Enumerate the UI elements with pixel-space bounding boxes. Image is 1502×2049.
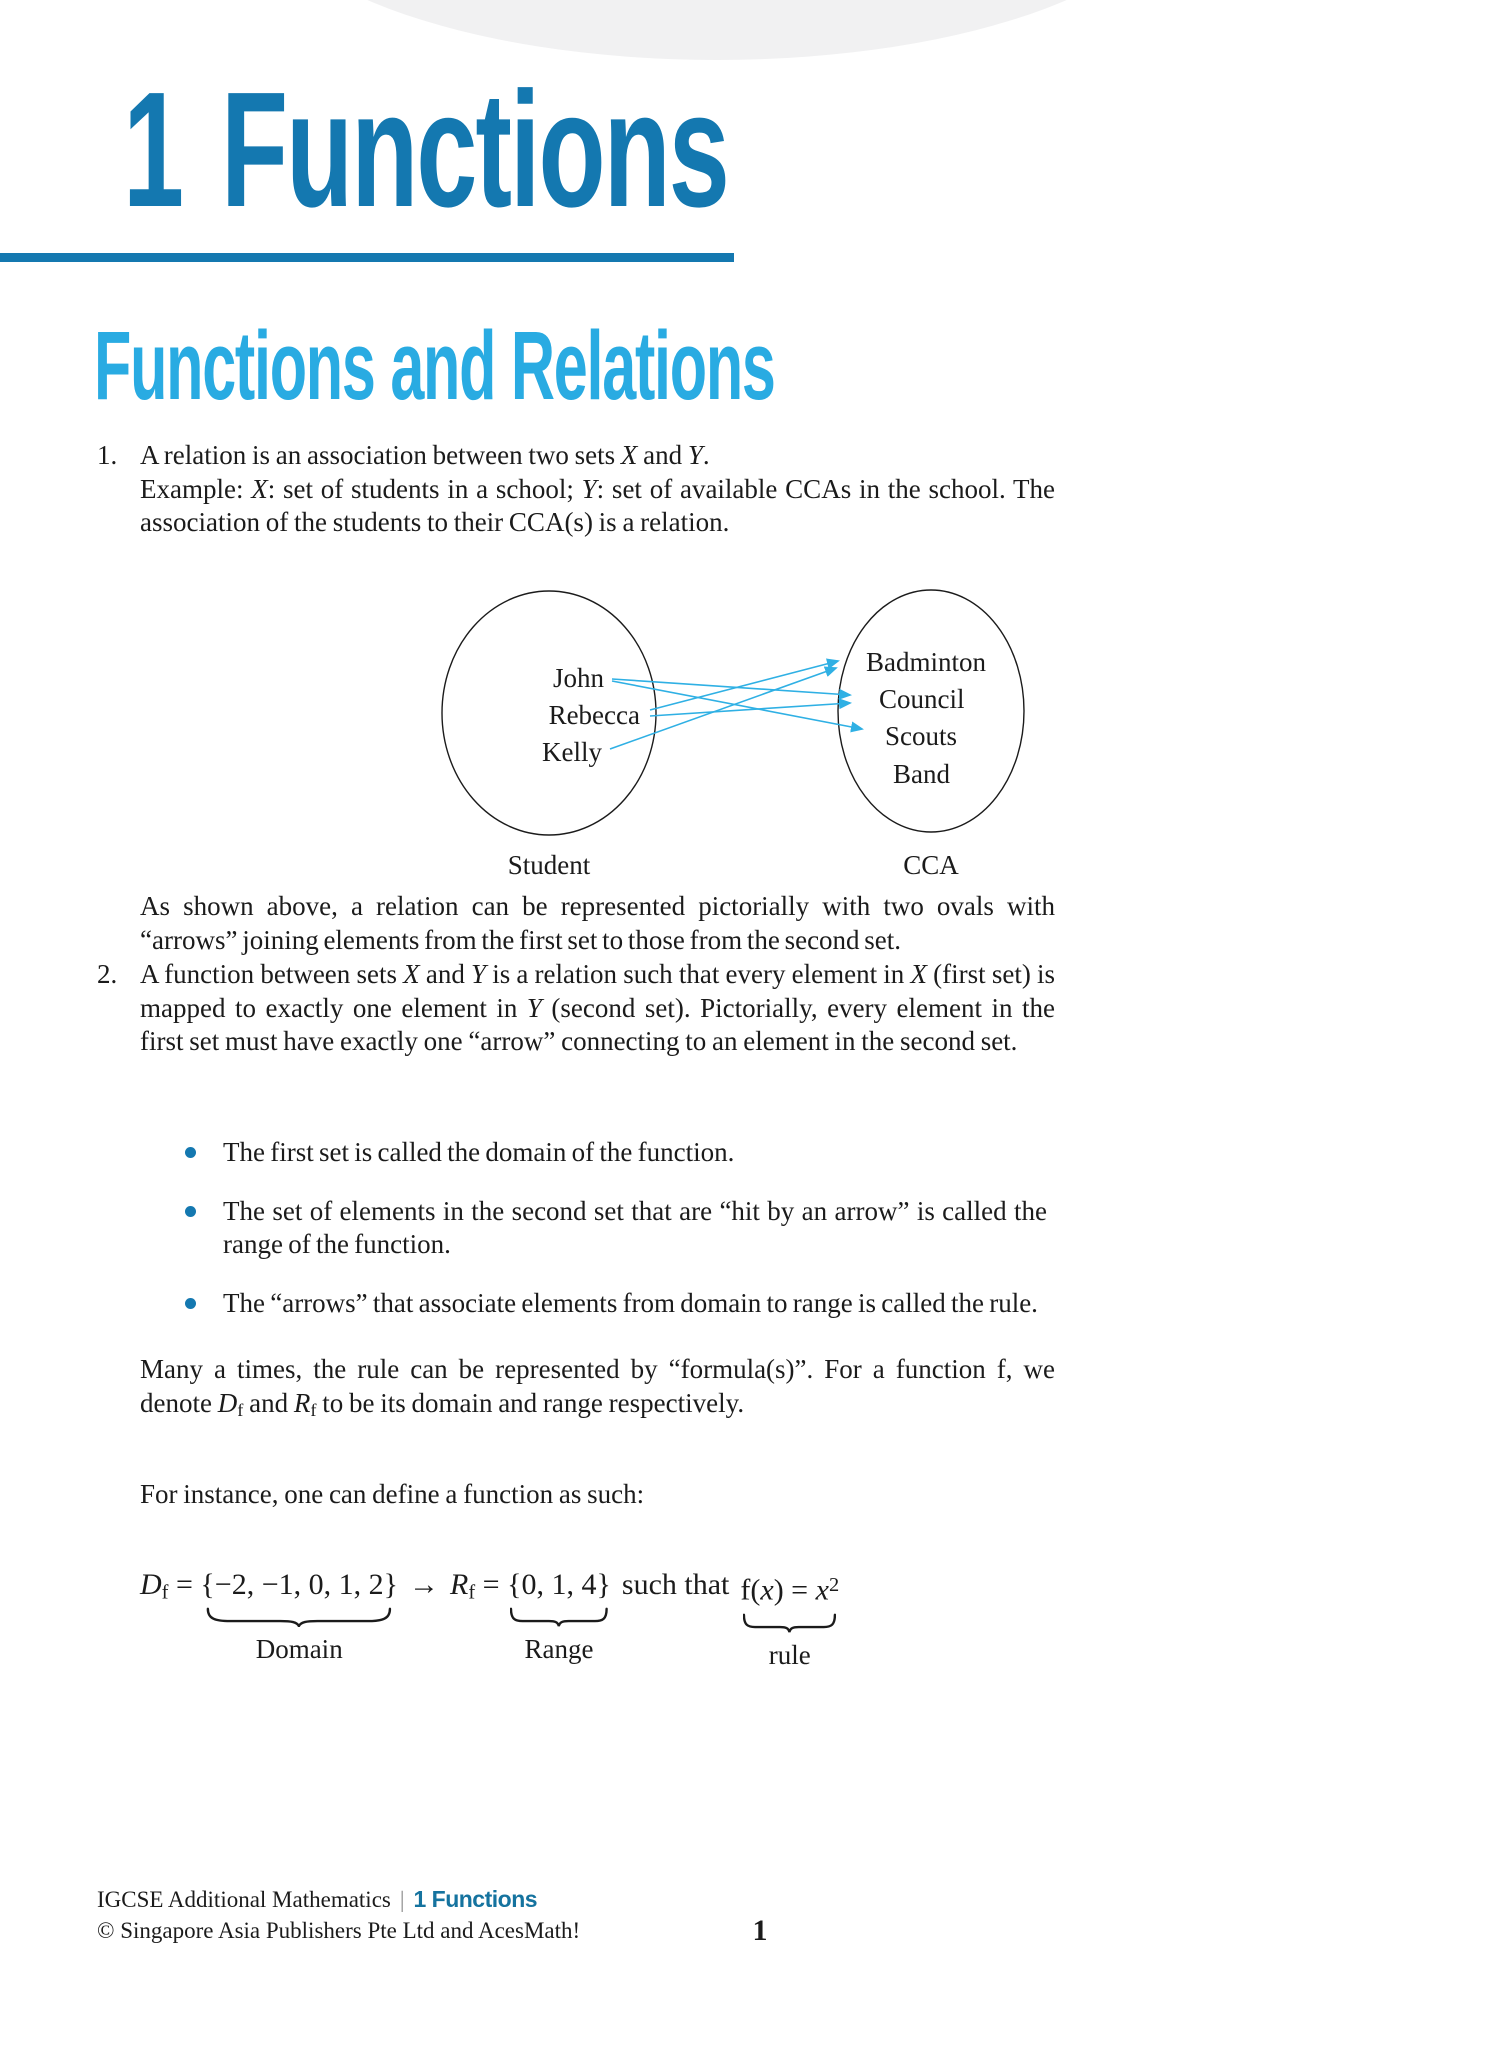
formula-df-equals: Df = — [140, 1568, 201, 1604]
cca-set-label: CCA — [903, 850, 959, 880]
decorative-header-arc — [252, 0, 1182, 60]
arrow-rebecca-badminton — [650, 661, 838, 710]
formula-such-that: such that — [621, 1568, 730, 1601]
bullet-list — [185, 1136, 1047, 1345]
bullet-text-domain: The first set is called the domain of the function. — [223, 1137, 735, 1167]
formula-domain-set: {−2, −1, 0, 1, 2} — [200, 1568, 399, 1601]
member-kelly: Kelly — [542, 737, 602, 767]
list-item — [185, 1195, 1047, 1262]
footer-copyright: © Singapore Asia Publishers Pte Ltd and AcesMath! — [97, 1918, 581, 1943]
arrow-rebecca-council — [650, 703, 850, 716]
underbrace-icon — [206, 1607, 392, 1627]
formula-rule-expression: $f(x) = x^2$ — [740, 1573, 840, 1607]
member-john: John — [552, 663, 604, 693]
footer-series-line — [97, 1884, 580, 1915]
list-item — [185, 1287, 1047, 1321]
member-rebecca: Rebecca — [548, 700, 640, 730]
formula-range-caption: Range — [524, 1634, 594, 1664]
formula-rf-equals: Rf = — [450, 1568, 508, 1604]
chapter-title: Functions — [220, 58, 728, 241]
list-number-2: 2. — [97, 959, 118, 989]
chapter-underline — [0, 253, 734, 262]
bullet-dot-icon — [185, 1206, 196, 1217]
bullet-dot-icon — [185, 1147, 196, 1158]
function-definition-formula — [140, 1566, 839, 1674]
paragraph-item2: A function between sets X and Y is a relation such that every element in X (first set) is mapped to exactly one element in Y (second set). Pictorially, every element in the first set must have exactly one “arrow” connecting to an element in the second set. — [140, 959, 1055, 1056]
arrow-kelly-badminton — [610, 668, 836, 749]
footer-separator: | — [399, 1887, 405, 1912]
paragraph-after-diagram: As shown above, a relation can be represented pictorially with two ovals with “arrows” joining elements from the first set to those from the second set. — [140, 891, 1055, 955]
member-scouts: Scouts — [885, 721, 958, 751]
underbrace-icon — [510, 1607, 608, 1627]
underbrace-icon — [743, 1613, 836, 1633]
member-badminton: Badminton — [866, 647, 986, 677]
maps-to-arrow: → — [409, 1568, 440, 1601]
list-item — [185, 1136, 1047, 1170]
paragraph-many-a-times: Many a times, the rule can be represented by “formula(s)”. For a function f, we denote Df and Rf to be its domain and range respectively. — [140, 1354, 1055, 1420]
chapter-heading — [123, 58, 728, 241]
footer-chapter: 1 Functions — [413, 1886, 538, 1912]
member-band: Band — [893, 759, 950, 789]
student-set-label: Student — [507, 850, 591, 880]
paragraph-item1: A relation is an association between two sets X and Y. Example: X: set of students in a school; Y: set of available CCAs in the school. The association of the students to their CCA(s) is a relation. — [140, 440, 1056, 537]
formula-rule-caption: rule — [768, 1639, 811, 1670]
arrow-john-council — [612, 679, 850, 695]
formula-rule-group — [740, 1566, 839, 1674]
formula-domain-group — [200, 1566, 398, 1668]
page-number: 1 — [752, 1914, 768, 1947]
bullet-dot-icon — [185, 1298, 196, 1309]
list-number-1: 1. — [97, 440, 118, 470]
footer-series: IGCSE Additional Mathematics — [97, 1887, 391, 1912]
member-council: Council — [879, 684, 965, 714]
bullet-text-rule: The “arrows” that associate elements from domain to range is called the rule. — [223, 1287, 1038, 1318]
section-title: Functions and Relations — [94, 311, 775, 420]
chapter-number: 1 — [123, 58, 183, 241]
relation-diagram — [420, 572, 1080, 892]
paragraph-for-instance: For instance, one can define a function as such: — [140, 1479, 645, 1509]
formula-range-group — [507, 1566, 611, 1668]
formula-range-set: {0, 1, 4} — [507, 1568, 611, 1601]
formula-domain-caption: Domain — [255, 1634, 343, 1664]
page-footer — [97, 1884, 580, 1946]
bullet-text-range: The set of elements in the second set that are “hit by an arrow” is called the range of the function. — [223, 1195, 1047, 1259]
